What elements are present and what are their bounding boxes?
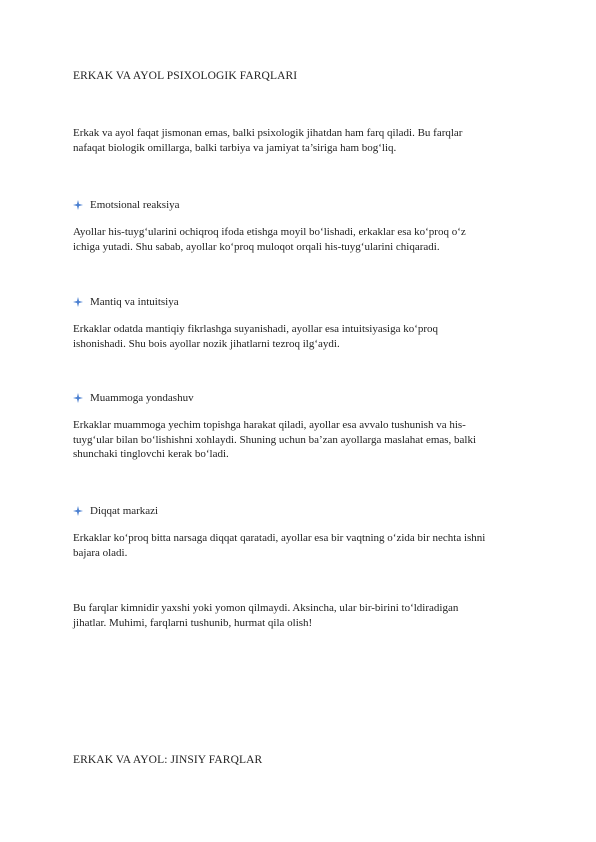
section-heading-mantiq: [73, 296, 179, 308]
section-paragraph-emotsional: [73, 225, 528, 254]
section-paragraph-mantiq: [73, 322, 528, 351]
paragraph-line: bajara oladi.: [73, 546, 128, 559]
section-heading-label: Mantiq va intuitsiya: [90, 296, 179, 308]
paragraph-line: ichiga yutadi. Shu sabab, ayollar ko‘proq muloqot orqali his-tuyg‘ularini chiqaradi.: [73, 240, 440, 253]
four-point-star-icon: [73, 506, 85, 516]
section-heading-label: Diqqat markazi: [90, 505, 159, 517]
section-heading-label: Emotsional reaksiya: [90, 199, 180, 211]
paragraph-line: shunchaki tinglovchi kerak bo‘ladi.: [73, 448, 229, 460]
four-point-star-icon: [73, 200, 85, 210]
second-title: ERKAK VA AYOL: JINSIY FARQLAR: [73, 754, 263, 766]
four-point-star-icon: [73, 297, 85, 307]
intro-line-1: Erkak va ayol faqat jismonan emas, balki psixologik jihatdan ham farq qiladi. Bu farqlar: [73, 127, 463, 139]
paragraph-line: Erkaklar ko‘proq bitta narsaga diqqat qaratadi, ayollar esa bir vaqtning o‘zida bir nechta ishni: [73, 532, 486, 544]
page-title: ERKAK VA AYOL PSIXOLOGIK FARQLARI: [73, 70, 298, 82]
intro-line-2: nafaqat biologik omillarga, balki tarbiya va jamiyat ta’siriga ham bog‘liq.: [73, 141, 397, 154]
paragraph-line: tuyg‘ular bilan bo‘lishishni xohlaydi. Shuning uchun ba’zan ayollarga maslahat emas, balki: [73, 433, 477, 446]
section-heading-label: Muammoga yondashuv: [90, 392, 194, 404]
conclusion-line-1: Bu farqlar kimnidir yaxshi yoki yomon qilmaydi. Aksincha, ular bir-birini to‘ldiradigan: [73, 602, 459, 614]
paragraph-line: ishonishadi. Shu bois ayollar nozik jihatlarni tezroq ilg‘aydi.: [73, 337, 340, 350]
conclusion-line-2: jihatlar. Muhimi, farqlarni tushunib, hurmat qila olish!: [73, 616, 313, 629]
paragraph-line: Erkaklar odatda mantiqiy fikrlashga suyanishadi, ayollar esa intuitsiyasiga ko‘proq: [73, 323, 439, 335]
paragraph-line: Erkaklar muammoga yechim topishga harakat qiladi, ayollar esa avvalo tushunish va his-: [73, 419, 466, 431]
section-paragraph-muammo: [73, 418, 528, 462]
four-point-star-icon: [73, 393, 85, 403]
conclusion-paragraph: [73, 601, 528, 630]
section-paragraph-diqqat: [73, 531, 528, 560]
intro-paragraph: [73, 126, 528, 155]
paragraph-line: Ayollar his-tuyg‘ularini ochiqroq ifoda etishga moyil bo‘lishadi, erkaklar esa ko‘proq o‘z: [73, 226, 466, 238]
section-heading-diqqat: [73, 505, 158, 517]
section-heading-muammo: [73, 392, 194, 404]
section-heading-emotsional: [73, 199, 180, 211]
